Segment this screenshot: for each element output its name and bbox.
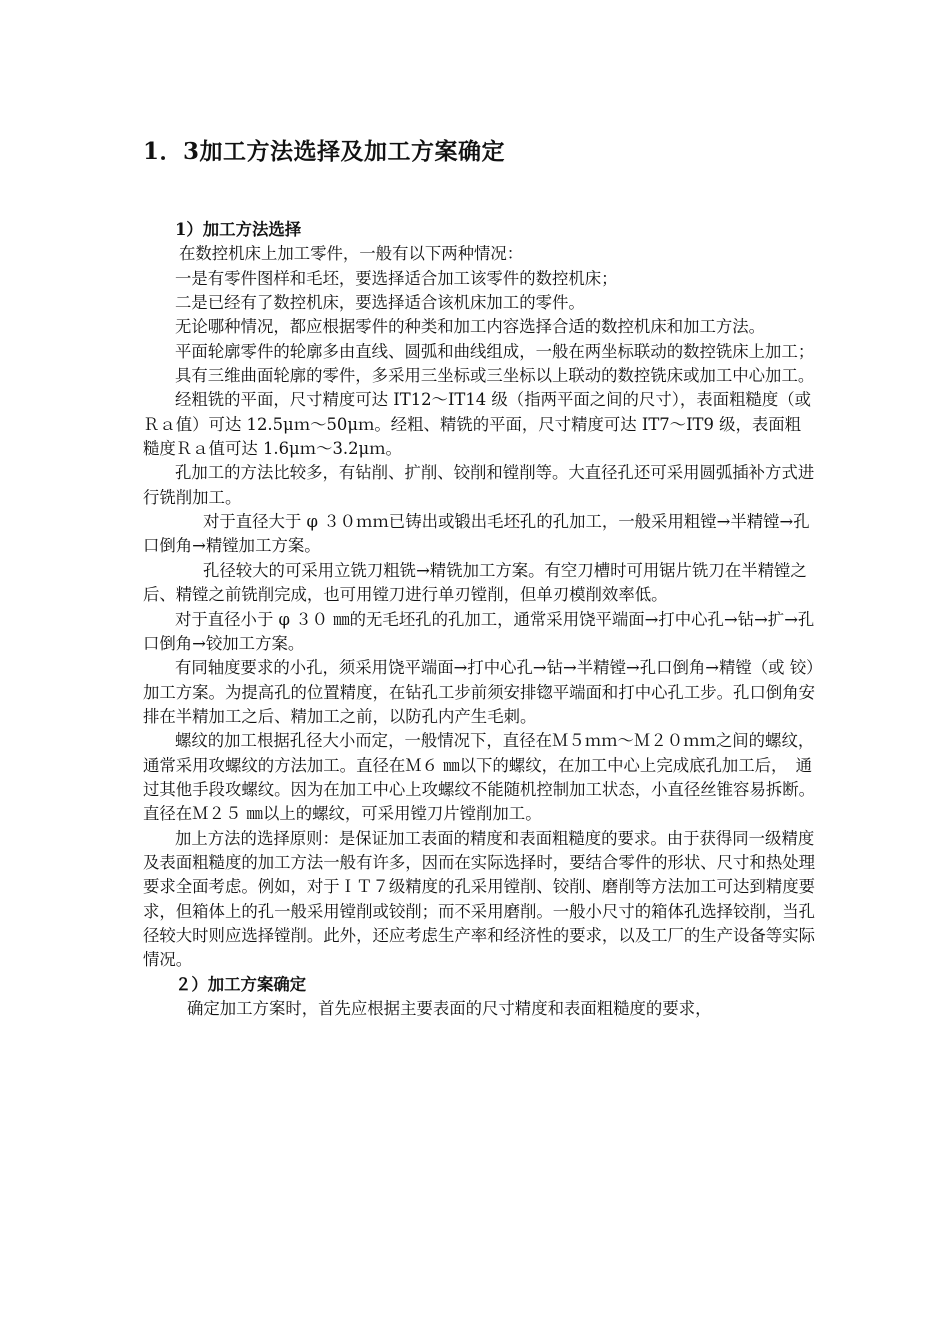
document-body — [143, 218, 824, 1021]
paragraph: 有同轴度要求的小孔，须采用饶平端面→打中心孔→钻→半精镗→孔口倒角→精镗（或 铰）加工方案。为提高孔的位置精度，在钻孔工步前须安排锪平端面和打中心孔工步。孔口倒角安排在半精加工之后、精加工之前，以防孔内产生毛刺。 — [143, 658, 816, 726]
paragraph: 确定加工方案时，首先应根据主要表面的尺寸精度和表面粗糙度的要求， — [187, 999, 712, 1018]
paragraph: 孔径较大的可采用立铣刀粗铣→精铣加工方案。有空刀槽时可用锯片铣刀在半精镗之 后、精镗之前铣削完成，也可用镗刀进行单刃镗削，但单刃模削效率低。 — [143, 560, 824, 605]
section-heading-plan-determination: ２）加工方案确定 — [175, 974, 307, 994]
section-heading-method-selection: 1）加工方法选择 — [175, 220, 302, 239]
paragraph: 螺纹的加工根据孔径大小而定，一般情况下，直径在Ｍ５ｍｍ～Ｍ２０ｍｍ之间的螺纹， 通常采用攻螺纹的方法加工。直径在Ｍ６ ㎜以下的螺纹，在加工中心上完成底孔加工后， 通过其他手段攻螺纹。因为在加工中心上攻螺纹不能随机控制加工状态，小直径丝锥容易拆断。直径在Ｍ２５ ㎜以上的螺纹，可采用镗刀片镗削加工。 — [143, 731, 823, 824]
paragraph: 在数控机床上加工零件，一般有以下两种情况： — [179, 244, 524, 264]
paragraph: 无论哪种情况，都应根据零件的种类和加工内容选择合适的数控机床和加工方法。 — [175, 317, 766, 337]
paragraph: 对于直径小于 φ ３０ ㎜的无毛坯孔的孔加工，通常采用饶平端面→打中心孔→钻→扩→孔口倒角→铰加工方案。 — [143, 609, 815, 653]
page-title: 1．3加工方法选择及加工方案确定 — [143, 138, 506, 165]
paragraph: 一是有零件图样和毛坯，要选择适合加工该零件的数控机床； — [175, 268, 618, 288]
paragraph: 孔加工的方法比较多，有钻削、扩削、铰削和镗削等。大直径孔还可采用圆弧插补方式进行铣削加工。 — [143, 463, 815, 507]
paragraph: 对于直径大于 φ ３０ｍｍ已铸出或锻出毛坯孔的孔加工，一般采用粗镗→半精镗→孔口倒角→精镗加工方案。 — [143, 512, 810, 556]
paragraph: 加上方法的选择原则：是保证加工表面的精度和表面粗糙度的要求。由于获得同一级精度及表面粗糙度的加工方法一般有许多，因而在实际选择时，要结合零件的形状、尺寸和热处理要求全面考虑。例如，对于ＩＴ７级精度的孔采用镗削、铰削、磨削等方法加工可达到精度要求，但箱体上的孔一般采用镗削或铰削；而不采用磨削。一般小尺寸的箱体孔选择铰削，当孔径较大时则应选择镗削。此外，还应考虑生产率和经济性的要求，以及工厂的生产设备等实际情况。 — [143, 828, 816, 970]
paragraph: 经粗铣的平面，尺寸精度可达 IT12～IT14 级（指两平面之间的尺寸），表面粗糙度（或Ｒａ值）可达 12.5μｍ～50μｍ。经粗、精铣的平面，尺寸精度可达 IT7～IT9 级，表面粗糙度Ｒａ值可达 1.6μｍ～3.2μｍ。 — [143, 390, 812, 459]
paragraph: 具有三维曲面轮廓的零件，多采用三坐标或三坐标以上联动的数控铣床或加工中心加工。 — [175, 366, 815, 386]
paragraph: 二是已经有了数控机床，要选择适合该机床加工的零件。 — [175, 293, 585, 313]
paragraph: 平面轮廓零件的轮廓多由直线、圆弧和曲线组成，一般在两坐标联动的数控铣床上加工； — [175, 341, 815, 361]
